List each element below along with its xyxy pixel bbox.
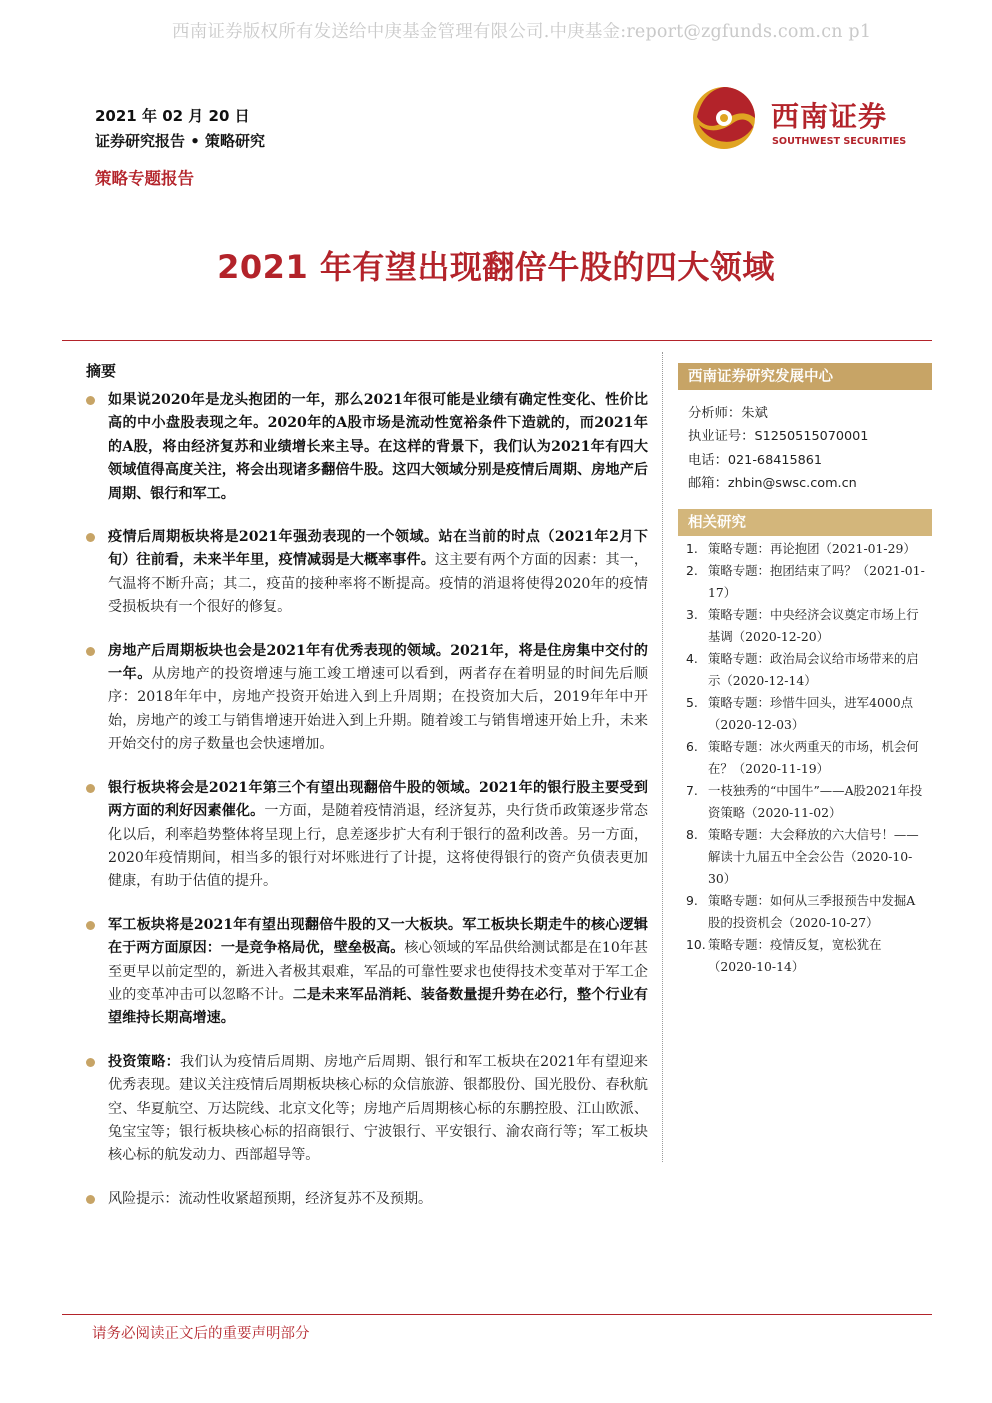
related-item[interactable] (686, 890, 926, 934)
related-item[interactable] (686, 538, 926, 560)
abstract-item-risk (86, 1188, 648, 1211)
bottom-rule (62, 1314, 932, 1315)
related-item[interactable] (686, 648, 926, 692)
abstract-item (86, 1051, 648, 1168)
related-research-bar (678, 509, 932, 536)
logo-name-en: SOUTHWEST SECURITIES (772, 136, 907, 147)
abstract-item-bold: 军工板块将是2021年有望出现翻倍牛股的又一大板块。军工板块长期走牛的核心逻辑在于两方面原因：一是竞争格局优，壁垒极高。 (108, 916, 648, 957)
contact-label: 执业证号： (688, 429, 755, 445)
related-item-number: 2. (686, 563, 698, 578)
related-item-text: 策略专题：珍惜牛回头，进军4000点（2020-12-03） (708, 695, 914, 732)
report-series: 策略专题报告 (95, 169, 194, 188)
related-item-number: 7. (686, 783, 698, 798)
abstract-item (86, 640, 648, 757)
analyst-contact (688, 402, 868, 496)
related-item-text: 策略专题：再论抱团（2021-01-29） (708, 541, 916, 556)
report-date: 2021 年 02 月 20 日 (95, 107, 250, 125)
license-row (688, 425, 868, 448)
email-link[interactable]: zhbin@swsc.com.cn (727, 476, 857, 492)
related-research-list (686, 538, 926, 978)
abstract-item-bold: 房地产后周期板块也会是2021年有优秀表现的领域。2021年，将是住房集中交付的一年。 (108, 642, 648, 683)
bullet-dot-icon (86, 921, 95, 930)
related-item-text: 一枝独秀的“中国牛”——A股2021年投资策略（2020-11-02） (708, 783, 923, 820)
bullet-dot-icon (86, 647, 95, 656)
contact-value: 021-68415861 (727, 452, 823, 468)
logo-emblem-icon (691, 85, 757, 151)
abstract-item (86, 526, 648, 620)
contact-label: 电话： (688, 452, 728, 468)
related-item[interactable] (686, 824, 926, 890)
top-rule (62, 340, 932, 341)
abstract-item-bold: 投资策略： (108, 1053, 181, 1070)
bullet-dot-icon (86, 784, 95, 793)
related-item-text: 策略专题：抱团结束了吗？（2021-01-17） (708, 563, 925, 600)
related-item-number: 4. (686, 651, 698, 666)
abstract-item (86, 389, 648, 506)
bullet-dot-icon (86, 533, 95, 542)
abstract-item (86, 777, 648, 894)
abstract-item-text: 一方面，是随着疫情消退，经济复苏，央行货币政策逐步常态化以后，利率趋势整体将呈现上行，息差逐步扩大有利于银行的盈利改善。另一方面，2020年疫情期间，相当多的银行对坏账进行了计提，这将使得银行的资产负债表更加健康，有助于估值的提升。 (108, 803, 649, 890)
related-item-number: 8. (686, 827, 698, 842)
analyst-name-row (688, 402, 868, 425)
abstract-item (86, 914, 648, 1031)
phone-row (688, 449, 868, 472)
related-item[interactable] (686, 934, 926, 978)
abstract-item-bold: 银行板块将会是2021年第三个有望出现翻倍牛股的领域。2021年的银行股主要受到两方面的利好因素催化。 (108, 779, 648, 820)
contact-value: 朱斌 (741, 406, 768, 421)
abstract-item-text: 核心领域的军品供给测试都是在10年甚至更早以前定型的，新进入者极其艰难，军品的可靠性要求也使得技术变革对于军工企业的变革冲击可以忽略不计。 (108, 940, 649, 1003)
bullet-dot-icon (86, 1058, 95, 1067)
logo-name-cn: 西南证券 (771, 100, 888, 133)
related-item[interactable] (686, 736, 926, 780)
contact-value: S1250515070001 (754, 429, 869, 445)
abstract-item-bold-tail: 二是未来军品消耗、装备数量提升势在必行，整个行业有望维持长期高增速。 (108, 986, 649, 1027)
abstract-list (86, 389, 648, 1231)
page-title: 2021 年有望出现翻倍牛股的四大领域 (217, 248, 775, 286)
related-item[interactable] (686, 604, 926, 648)
related-item-text: 策略专题：中央经济会议奠定市场上行基调（2020-12-20） (708, 607, 919, 644)
contact-label: 分析师： (688, 406, 742, 421)
bullet-dot-icon (86, 396, 95, 405)
abstract-heading: 摘要 (86, 362, 117, 380)
company-logo (691, 85, 931, 155)
research-center-title: 西南证券研究发展中心 (678, 363, 932, 390)
abstract-item-text: 从房地产的投资增速与施工竣工增速可以看到，两者存在着明显的时间先后顺序：2018年年中，房地产投资开始进入到上升周期；在投资加大后，2019年年中开始，房地产的竣工与销售增速开始进入到上升期。随着竣工与销售增速开始上升，未来开始交付的房子数量也会快速增加。 (108, 666, 648, 753)
related-item-number: 1. (686, 541, 698, 556)
abstract-item-text: 这主要有两个方面的因素：其一，气温将不断升高；其二，疫苗的接种率将不断提高。疫情的消退将使得2020年的疫情受损板块有一个很好的修复。 (108, 552, 649, 616)
related-item-number: 3. (686, 607, 698, 622)
email-row (688, 472, 868, 495)
related-item-text: 策略专题：如何从三季报预告中发掘A股的投资机会（2020-10-27） (708, 893, 916, 930)
related-item-text: 策略专题：疫情反复，宽松犹在（2020-10-14） (708, 937, 882, 974)
watermark: 西南证券版权所有发送给中庚基金管理有限公司.中庚基金:report@zgfunds.com.cn p1 (172, 22, 872, 42)
related-item[interactable] (686, 560, 926, 604)
related-item[interactable] (686, 692, 926, 736)
research-center-bar (678, 363, 932, 390)
abstract-item-bold: 如果说2020年是龙头抱团的一年，那么2021年很可能是业绩有确定性变化、性价比高的中小盘股表现之年。2020年的A股市场是流动性宽裕条件下造就的，而2021年的A股，将由经济复苏和业绩增长来主导。在这样的背景下，我们认为2021年有四大领域值得高度关注，将会出现诸多翻倍牛股。这四大领域分别是疫情后周期、房地产后周期、银行和军工。 (108, 392, 648, 502)
column-divider (662, 352, 663, 1162)
footer-disclaimer: 请务必阅读正文后的重要声明部分 (92, 1326, 310, 1342)
related-item-number: 10. (686, 937, 706, 952)
related-research-title: 相关研究 (678, 509, 932, 536)
related-item-text: 策略专题：冰火两重天的市场，机会何在？（2020-11-19） (708, 739, 919, 776)
related-item-text: 策略专题：大会释放的六大信号！——解读十九届五中全会公告（2020-10-30） (708, 827, 919, 886)
bullet-dot-icon (86, 1195, 95, 1204)
related-item-number: 5. (686, 695, 698, 710)
contact-label: 邮箱： (688, 476, 728, 492)
abstract-item-bold: 疫情后周期板块将是2021年强劲表现的一个领域。站在当前的时点（2021年2月下旬）往前看，未来半年里，疫情减弱是大概率事件。 (108, 529, 648, 569)
related-item-number: 9. (686, 893, 698, 908)
abstract-item-text: 风险提示：流动性收紧超预期，经济复苏不及预期。 (108, 1190, 433, 1207)
report-type: 证券研究报告 • 策略研究 (95, 132, 266, 150)
related-item-number: 6. (686, 739, 698, 754)
abstract-item-text: 我们认为疫情后周期、房地产后周期、银行和军工板块在2021年有望迎来优秀表现。建议关注疫情后周期板块核心标的众信旅游、银都股份、国光股份、春秋航空、华夏航空、万达院线、北京文化等；房地产后周期核心标的东鹏控股、江山欧派、兔宝宝等；银行板块核心标的招商银行、宁波银行、平安银行、渝农商行等；军工板块核心标的航发动力、西部超导等。 (108, 1053, 649, 1164)
related-item[interactable] (686, 780, 926, 824)
related-item-text: 策略专题：政治局会议给市场带来的启示（2020-12-14） (708, 651, 919, 688)
